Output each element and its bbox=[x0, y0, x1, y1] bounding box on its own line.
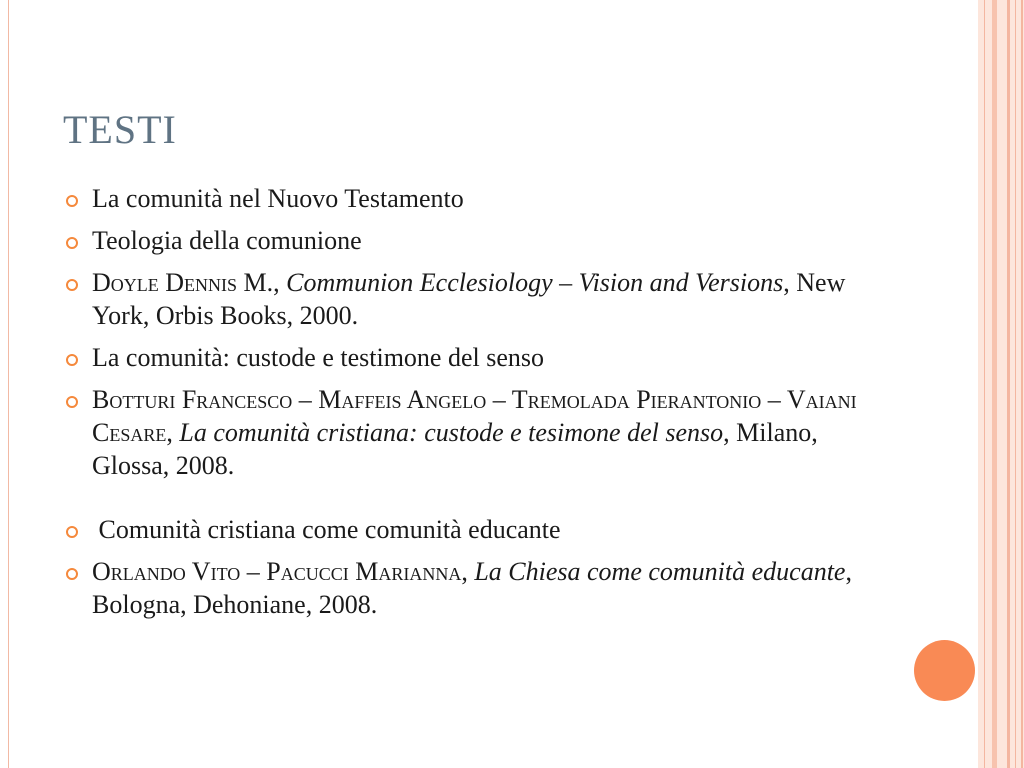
left-border-line bbox=[8, 0, 9, 768]
reference-author: Doyle Dennis bbox=[92, 268, 238, 297]
item-text: La comunità nel Nuovo Testamento bbox=[92, 184, 464, 213]
reference-author-suffix: , bbox=[461, 557, 475, 586]
right-stripe bbox=[992, 0, 997, 768]
reference-author-suffix: , bbox=[166, 418, 180, 447]
right-stripe bbox=[1007, 0, 1010, 768]
reference-publication: , New York, Orbis Books, 2000. bbox=[92, 268, 846, 330]
reference-author-suffix: M., bbox=[237, 268, 287, 297]
list-item bbox=[63, 341, 883, 374]
reference-publication: , Bologna, Dehoniane, 2008. bbox=[92, 557, 852, 619]
item-text: Teologia della comunione bbox=[92, 226, 362, 255]
bullet-icon bbox=[66, 526, 78, 538]
list-item bbox=[63, 224, 883, 257]
reference-author: Orlando Vito – Pacucci Marianna bbox=[92, 557, 462, 586]
bullet-icon bbox=[66, 237, 78, 249]
right-stripe bbox=[1021, 0, 1023, 768]
reference-title: La comunità cristiana: custode e tesimone del senso bbox=[179, 418, 724, 447]
item-text: Comunità cristiana come comunità educante bbox=[92, 515, 561, 544]
reference-publication: , Milano, Glossa, 2008. bbox=[92, 418, 818, 480]
right-stripe bbox=[1015, 0, 1016, 768]
list-item bbox=[63, 383, 883, 482]
bullet-icon bbox=[66, 396, 78, 408]
reference-title: Communion Ecclesiology – Vision and Versions bbox=[286, 268, 784, 297]
bibliography-list bbox=[63, 182, 883, 630]
list-item bbox=[63, 555, 883, 621]
right-stripe bbox=[984, 0, 985, 768]
slide-title: TESTI bbox=[63, 107, 177, 152]
decorative-circle bbox=[914, 640, 975, 701]
list-item bbox=[63, 182, 883, 215]
bullet-icon bbox=[66, 568, 78, 580]
list-item bbox=[63, 266, 883, 332]
bullet-icon bbox=[66, 195, 78, 207]
item-text: La comunità: custode e testimone del senso bbox=[92, 343, 544, 372]
reference-title: La Chiesa come comunità educante bbox=[474, 557, 846, 586]
reference-author: Botturi Francesco – Maffeis Angelo – Tremolada Pierantonio – Vaiani Cesare bbox=[92, 385, 857, 447]
bullet-icon bbox=[66, 354, 78, 366]
list-item bbox=[63, 513, 883, 546]
bullet-icon bbox=[66, 279, 78, 291]
